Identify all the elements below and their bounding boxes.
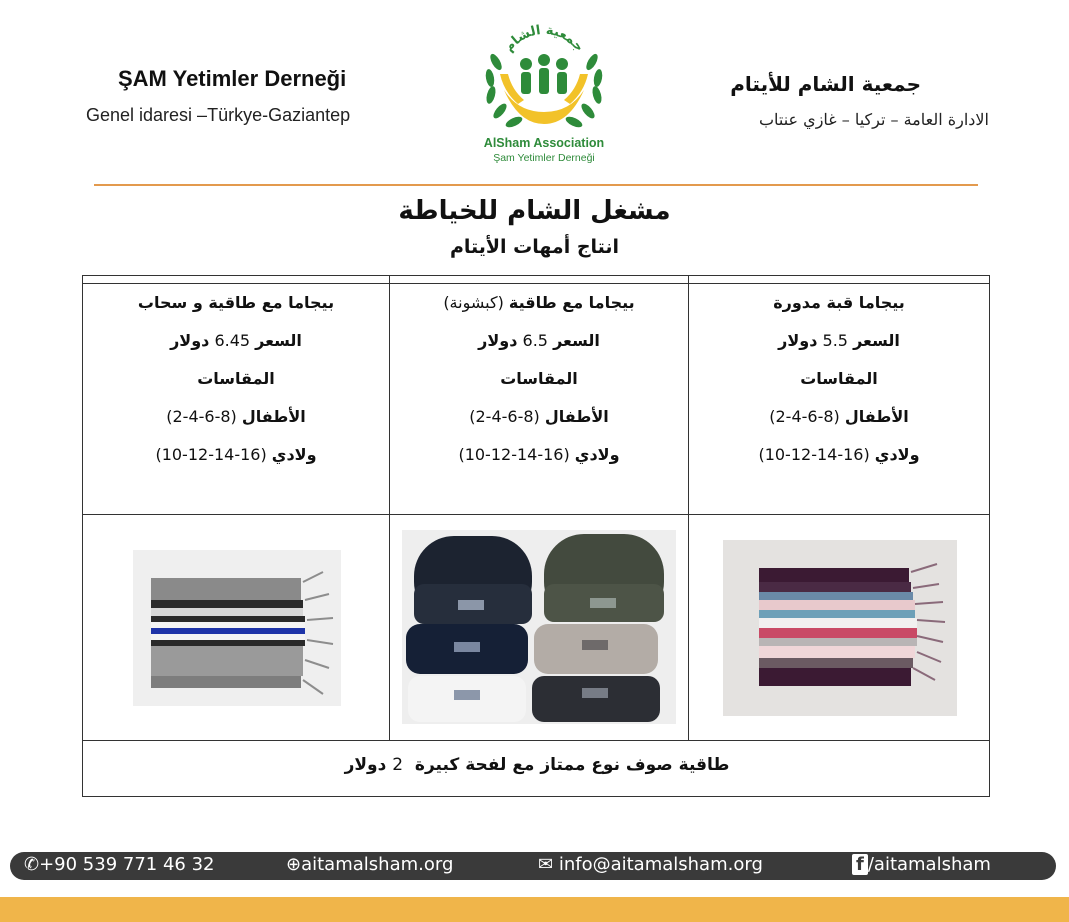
page-subtitle: انتاج أمهات الأيتام bbox=[449, 236, 620, 258]
kids-sizes: (2-4-6-8) bbox=[166, 407, 237, 426]
sizes-label: المقاسات bbox=[500, 369, 578, 388]
website-link[interactable]: aitamalsham.org bbox=[301, 854, 454, 875]
boys-sizes: (10-12-14-16) bbox=[458, 445, 570, 464]
price-label: السعر bbox=[853, 331, 900, 350]
contact-bar bbox=[10, 852, 1056, 880]
kids-sizes: (2-4-6-8) bbox=[769, 407, 840, 426]
boys-sizes: (10-12-14-16) bbox=[758, 445, 870, 464]
price-label: السعر bbox=[553, 331, 600, 350]
product-table bbox=[82, 275, 990, 797]
product-info-with-hat bbox=[390, 284, 688, 474]
price-label: السعر bbox=[255, 331, 302, 350]
facebook-item[interactable] bbox=[852, 854, 991, 875]
product-name: بيجاما مع طاقية bbox=[508, 293, 635, 312]
org-name-turkish: ŞAM Yetimler Derneği bbox=[118, 66, 347, 91]
price-value: 6.45 bbox=[214, 331, 251, 350]
sizes-label: المقاسات bbox=[197, 369, 275, 388]
table-row-divider bbox=[83, 740, 989, 741]
logo-caption-turkish: Şam Yetimler Derneği bbox=[493, 152, 595, 164]
sizes-label: المقاسات bbox=[800, 369, 878, 388]
boys-label: ولادي bbox=[271, 445, 317, 464]
header-divider bbox=[94, 184, 978, 186]
kids-label: الأطفال bbox=[241, 407, 306, 426]
org-name-arabic: جمعية الشام للأيتام bbox=[730, 72, 921, 96]
currency: دولار bbox=[478, 331, 518, 350]
price-value: 5.5 bbox=[822, 331, 848, 350]
phone-icon: ✆ bbox=[24, 854, 40, 875]
website-item[interactable] bbox=[286, 854, 453, 875]
email-link[interactable]: info@aitamalsham.org bbox=[558, 854, 763, 875]
bundle-currency: دولار bbox=[344, 755, 387, 775]
boys-sizes: (10-12-14-16) bbox=[155, 445, 267, 464]
boys-label: ولادي bbox=[574, 445, 620, 464]
product-name: بيجاما قبة مدورة bbox=[773, 293, 905, 312]
svg-text:جمعية الشام bbox=[501, 23, 586, 55]
product-info-with-hat-zipper bbox=[83, 284, 389, 474]
org-address-arabic: الادارة العامة – تركيا – غازي عنتاب bbox=[758, 110, 989, 129]
kids-label: الأطفال bbox=[844, 407, 909, 426]
facebook-link[interactable]: /aitamalsham bbox=[867, 854, 991, 875]
boys-label: ولادي bbox=[874, 445, 920, 464]
footer-gold-band bbox=[0, 897, 1069, 922]
product-image-striped-scarf-purple bbox=[723, 540, 957, 716]
product-info-round-neck bbox=[689, 284, 989, 474]
logo-arc-text: جمعية الشام bbox=[501, 22, 587, 55]
table-row-divider bbox=[83, 514, 989, 515]
bundle-price: 2 bbox=[392, 755, 404, 775]
currency: دولار bbox=[778, 331, 818, 350]
email-item[interactable] bbox=[538, 854, 763, 875]
product-image-striped-scarf-gray bbox=[133, 550, 341, 706]
logo-caption-english: AlSham Association bbox=[483, 136, 605, 150]
price-value: 6.5 bbox=[522, 331, 548, 350]
bundle-note-text: طاقية صوف نوع ممتاز مع لفحة كبيرة bbox=[414, 755, 730, 775]
phone-number: +90 539 771 46 32 bbox=[39, 854, 215, 875]
org-address-turkish: Genel idaresi –Türkye-Gaziantep bbox=[86, 105, 351, 125]
product-image-knit-beanies bbox=[402, 530, 676, 724]
kids-sizes: (2-4-6-8) bbox=[469, 407, 540, 426]
product-name: بيجاما مع طاقية و سحاب bbox=[137, 293, 335, 312]
bundle-note bbox=[83, 755, 991, 775]
kids-label: الأطفال bbox=[544, 407, 609, 426]
page-title: مشغل الشام للخياطة bbox=[398, 196, 671, 226]
envelope-icon: ✉ bbox=[538, 854, 554, 875]
phone-item bbox=[24, 854, 215, 875]
globe-icon: ⊕ bbox=[286, 854, 302, 875]
facebook-icon: f bbox=[852, 854, 868, 875]
currency: دولار bbox=[170, 331, 210, 350]
product-name-extra: (كبشونة) bbox=[443, 293, 504, 312]
